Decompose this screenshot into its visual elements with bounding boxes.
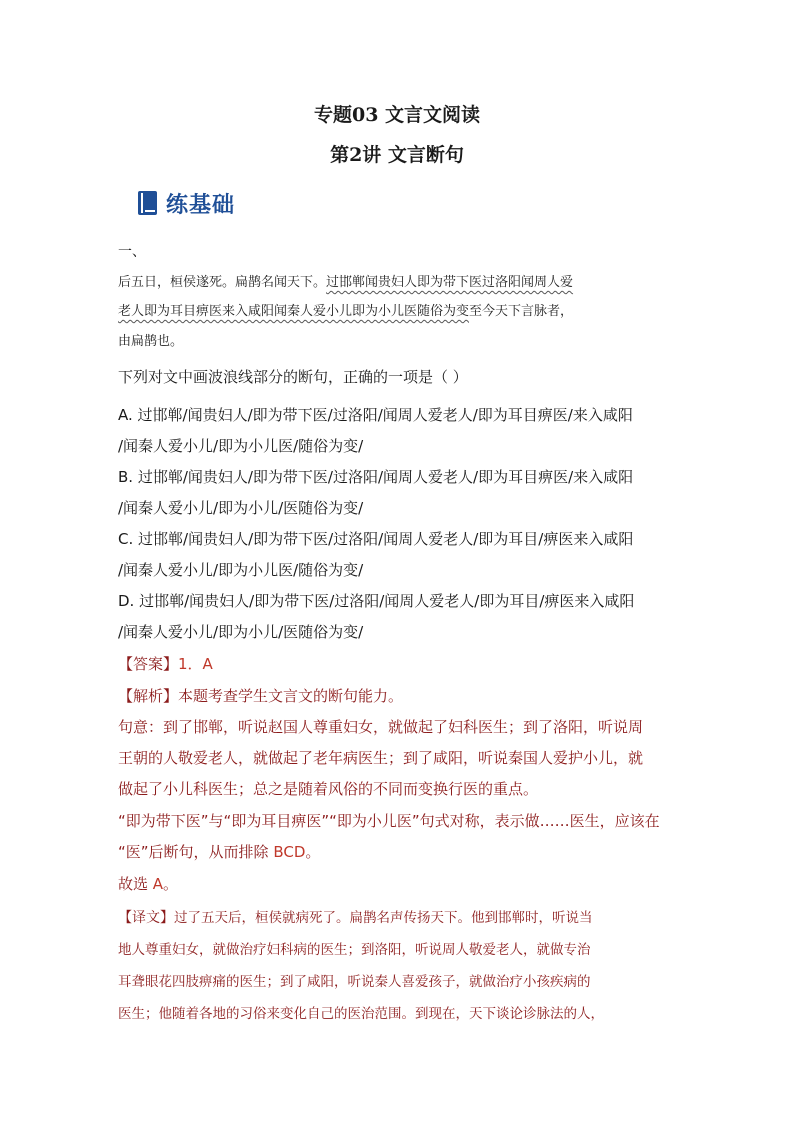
analysis-intro-line: [118, 685, 403, 706]
answer-value: 1．A: [178, 655, 213, 673]
chosen-option: A: [152, 875, 164, 893]
passage-line-2: [118, 300, 573, 319]
option-a-line-2: /闻秦人爱小儿/即为小儿医/随俗为变/: [118, 437, 364, 455]
section-badge-label: 练基础: [166, 192, 236, 218]
question-prompt: 下列对文中画波浪线部分的断句，正确的一项是（ ）: [118, 368, 468, 386]
passage-line-3: 由扁鹊也。: [118, 334, 184, 349]
passage-line-1: [118, 271, 573, 290]
option-d-line-1: D. 过邯郸/闻贵妇人/即为带下医/过洛阳/闻周人爱老人/即为耳目/痹医来入咸阳: [118, 592, 635, 610]
option-a-line-1: A. 过邯郸/闻贵妇人/即为带下医/过洛阳/闻周人爱老人/即为耳目痹医/来入咸阳: [118, 406, 633, 424]
analysis-tag: 【解析】: [118, 687, 179, 705]
translation-line-1: [118, 906, 593, 927]
option-b-line-2: /闻秦人爱小儿/即为小儿/医随俗为变/: [118, 499, 364, 517]
analysis-meaning-line: 做起了小儿科医生；总之是随着风俗的不同而变换行医的重点。: [118, 780, 539, 798]
analysis-choice-line: [118, 873, 178, 894]
option-c-line-1: C. 过邯郸/闻贵妇人/即为带下医/过洛阳/闻周人爱老人/即为耳目/痹医来入咸阳: [118, 530, 634, 548]
document-title: 专题03 文言文阅读: [313, 104, 481, 126]
analysis-reason-text: “医”后断句，从而排除: [118, 843, 274, 861]
question-number: 一、: [118, 244, 146, 260]
translation-line: 医生；他随着各地的习俗来变化自己的医治范围。到现在，天下谈论诊脉法的人，: [118, 1006, 604, 1022]
document-subtitle: 第2讲 文言断句: [330, 144, 464, 166]
translation-line: 地人尊重妇女，就做治疗妇科病的医生；到洛阳，听说周人敬爱老人，就做专治: [118, 942, 591, 958]
passage-plain-text: 后五日，桓侯遂死。扁鹊名闻天下。: [118, 275, 327, 290]
passage-plain-text: 至今天下言脉者，: [469, 304, 574, 319]
option-c-line-2: /闻秦人爱小儿/即为小儿医/随俗为变/: [118, 561, 364, 579]
passage-wavy-text: 老人即为耳目痹医来入咸阳闻秦人爱小儿即为小儿医随俗为变: [118, 304, 470, 319]
analysis-meaning-line: 王朝的人敬爱老人，就做起了老年病医生；到了咸阳，听说秦国人爱护小儿，就: [118, 749, 644, 767]
section-badge: [136, 186, 235, 220]
translation-text: 过了五天后，桓侯就病死了。扁鹊名声传扬天下。他到邯郸时，听说当: [174, 910, 593, 926]
choice-text: 故选: [118, 875, 153, 893]
excluded-options: BCD: [273, 843, 306, 861]
option-d-line-2: /闻秦人爱小儿/即为小儿/医随俗为变/: [118, 623, 364, 641]
analysis-meaning-line: 句意：到了邯郸，听说赵国人尊重妇女，就做起了妇科医生；到了洛阳，听说周: [118, 718, 644, 736]
analysis-reason-suffix: 。: [305, 843, 321, 861]
answer-line: [118, 653, 213, 674]
translation-tag: 【译文】: [118, 910, 174, 926]
analysis-reason-line: “即为带下医”与“即为耳目痹医”“即为小儿医”句式对称，表示做……医生，应该在: [118, 812, 660, 830]
analysis-intro: 本题考查学生文言文的断句能力。: [178, 687, 404, 705]
book-icon: [136, 190, 160, 216]
analysis-reason-line-2: [118, 841, 320, 862]
passage-wavy-text: 过邯郸闻贵妇人即为带下医过洛阳闻周人爱: [326, 275, 574, 290]
answer-tag: 【答案】: [118, 655, 179, 673]
translation-line: 耳聋眼花四肢痹痛的医生；到了咸阳，听说秦人喜爱孩子，就做治疗小孩疾病的: [118, 974, 591, 990]
choice-suffix: 。: [163, 875, 179, 893]
option-b-line-1: B. 过邯郸/闻贵妇人/即为带下医/过洛阳/闻周人爱老人/即为耳目痹医/来入咸阳: [118, 468, 634, 486]
